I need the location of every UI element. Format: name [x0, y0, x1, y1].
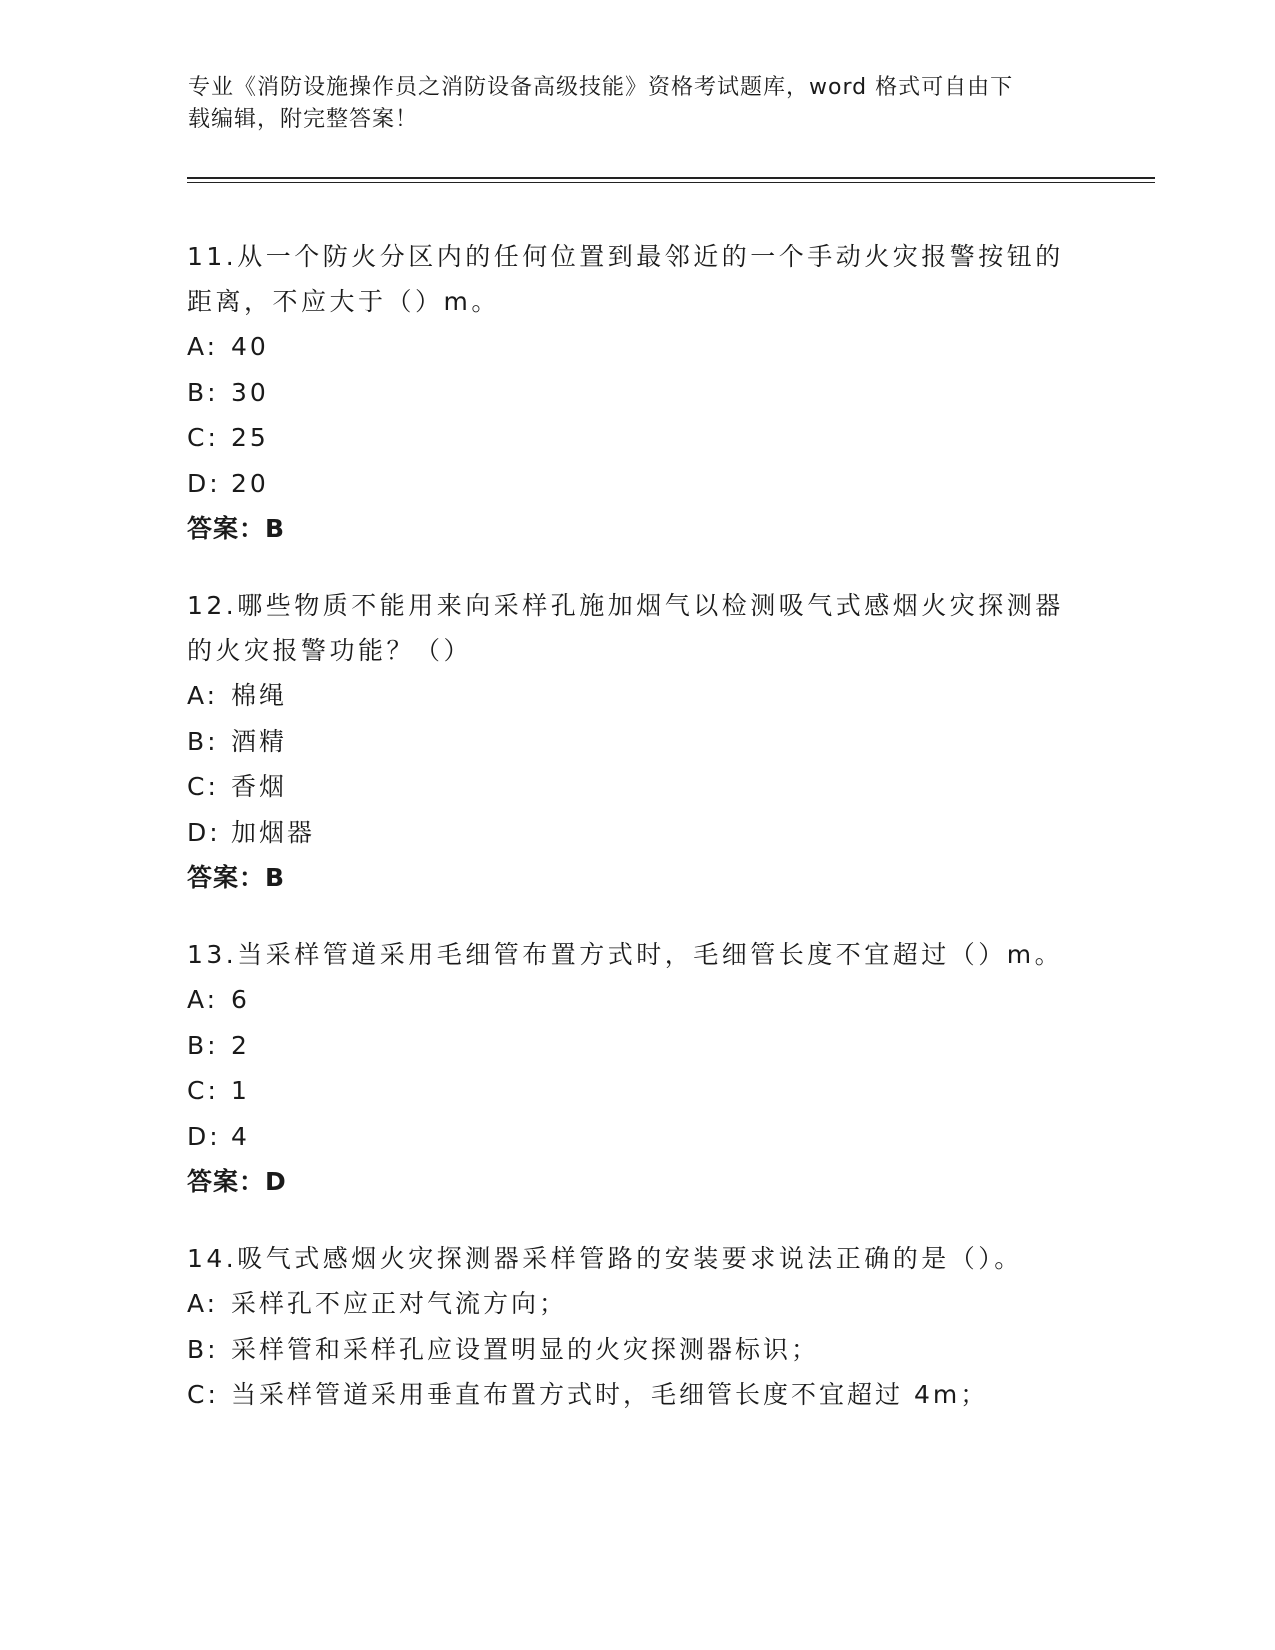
option-key: D:: [187, 1121, 221, 1151]
option-value: 酒精: [231, 726, 288, 756]
option-key: A:: [187, 681, 219, 710]
question-11: [187, 234, 1087, 551]
option-key: C:: [187, 772, 219, 801]
question-text: 11.从一个防火分区内的任何位置到最邻近的一个手动火灾报警按钮的距离，不应大于（）m。: [187, 242, 1064, 316]
option-a: [187, 673, 1087, 719]
option-key: C:: [187, 1380, 219, 1409]
header-line-1: 专业《消防设施操作员之消防设备高级技能》资格考试题库，word 格式可自由下: [188, 75, 1014, 100]
option-value: 香烟: [231, 772, 288, 801]
header-line-2: 载编辑，附完整答案！: [188, 107, 419, 132]
option-a: [187, 977, 1087, 1023]
question-text: 14.吸气式感烟火灾探测器采样管路的安装要求说法正确的是（）。: [187, 1244, 1023, 1273]
header-divider-thick: [187, 177, 1155, 179]
option-key: C:: [187, 423, 219, 452]
answer-label: 答案：D: [187, 1167, 287, 1196]
option-key: C:: [187, 1076, 219, 1105]
option-value: 40: [231, 332, 269, 361]
option-key: A:: [187, 985, 219, 1014]
option-value: 1: [231, 1076, 250, 1105]
option-value: 2: [231, 1030, 250, 1060]
option-value: 当采样管道采用垂直布置方式时，毛细管长度不宜超过 4m；: [231, 1380, 989, 1409]
option-key: A:: [187, 1289, 219, 1318]
option-value: 6: [231, 985, 250, 1014]
option-a: [187, 324, 1087, 370]
option-b: [187, 719, 1087, 765]
question-12: [187, 583, 1087, 900]
question-13: [187, 932, 1087, 1204]
option-value: 棉绳: [231, 681, 288, 710]
option-value: 加烟器: [231, 817, 316, 847]
option-value: 30: [231, 377, 269, 407]
option-a: [187, 1281, 1087, 1327]
option-value: 采样管和采样孔应设置明显的火灾探测器标识；: [231, 1334, 820, 1364]
answer-label: 答案：B: [187, 514, 286, 543]
option-d: [187, 810, 1087, 856]
question-14: [187, 1236, 1087, 1418]
option-key: A:: [187, 332, 219, 361]
option-value: 20: [231, 468, 269, 498]
option-value: 25: [231, 423, 269, 452]
option-c: [187, 1372, 1087, 1418]
option-d: [187, 461, 1087, 507]
option-c: [187, 415, 1087, 461]
option-b: [187, 370, 1087, 416]
question-list: [187, 234, 1087, 1450]
option-key: B:: [187, 1030, 219, 1060]
option-value: 采样孔不应正对气流方向；: [231, 1289, 568, 1318]
option-key: D:: [187, 468, 221, 498]
option-c: [187, 1068, 1087, 1114]
option-value: 4: [231, 1121, 250, 1151]
document-header: [188, 72, 1088, 136]
header-divider-thin: [187, 182, 1155, 183]
option-c: [187, 764, 1087, 810]
option-b: [187, 1023, 1087, 1069]
option-key: B:: [187, 1334, 219, 1364]
option-d: [187, 1114, 1087, 1160]
answer-label: 答案：B: [187, 863, 286, 892]
option-key: D:: [187, 817, 221, 847]
question-text: 12.哪些物质不能用来向采样孔施加烟气以检测吸气式感烟火灾探测器的火灾报警功能？（）: [187, 591, 1064, 665]
option-key: B:: [187, 726, 219, 756]
option-key: B:: [187, 377, 219, 407]
option-b: [187, 1327, 1087, 1373]
question-text: 13.当采样管道采用毛细管布置方式时，毛细管长度不宜超过（）m。: [187, 940, 1064, 969]
